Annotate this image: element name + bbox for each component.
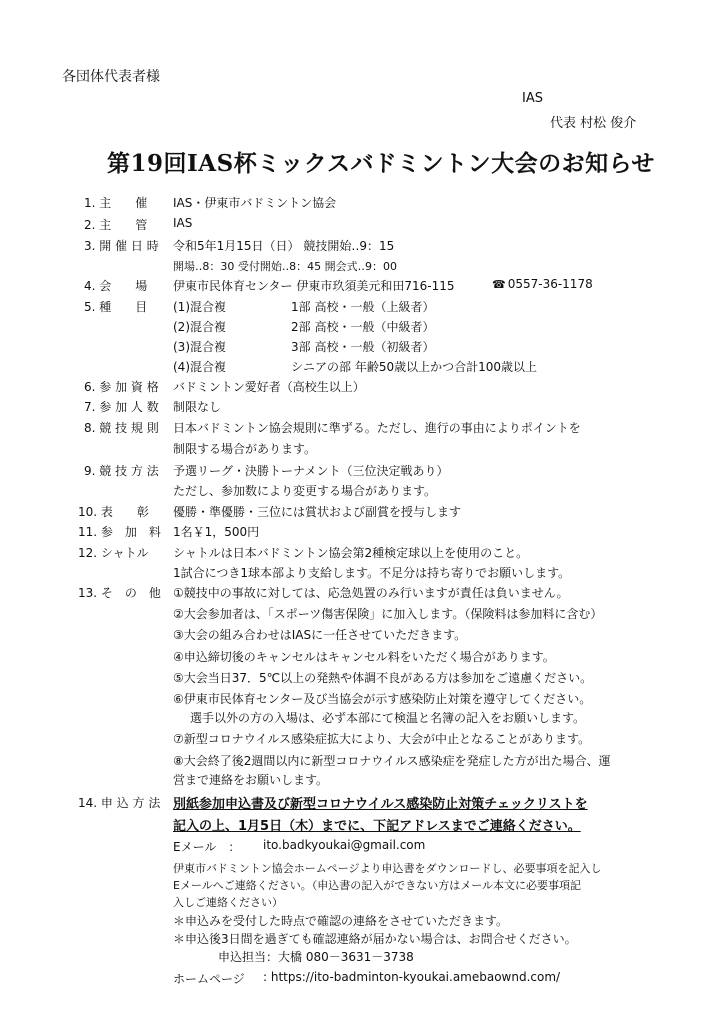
item-value-shuttle: シャトルは日本バドミントン協会第2種検定球以上を使用のこと。 <box>173 546 529 560</box>
item-label-other: 13. そ の 他 <box>78 586 161 600</box>
phone-icon: ☎ <box>492 278 506 291</box>
note-item: 営まで連絡をお願いします。 <box>173 773 329 787</box>
item-value-organizer: IAS・伊東市バドミントン協会 <box>173 196 337 210</box>
item-label-application: 14. 申 込 方 法 <box>78 796 161 810</box>
venue-phone <box>492 277 593 291</box>
note-item: ⑤大会当日37．5℃以上の発熱や体調不良がある方は参加をご遠慮ください。 <box>173 671 593 685</box>
page-title: 第19回IAS杯ミックスバドミントン大会のお知らせ <box>107 150 655 177</box>
item-value-eligibility: バドミントン愛好者（高校生以上） <box>173 380 365 394</box>
item-label-management: 2. 主 管 <box>84 218 148 232</box>
event-division: 1部 高校・一般（上級者） <box>291 300 435 314</box>
note-item: ⑥伊東市民体育センター及び当協会が示す感染防止対策を遵守してください。 <box>173 692 592 706</box>
application-instruction: 別紙参加申込書及び新型コロナウイルス感染防止対策チェックリストを <box>173 797 588 812</box>
item-value-awards: 優勝・準優勝・三位には賞状および副賞を授与します <box>173 505 462 519</box>
application-note: ＊申込後3日間を過ぎても確認連絡が届かない場合は、お問合せください。 <box>173 932 577 946</box>
item-value-format: 予選リーグ・決勝トーナメント（三位決定戦あり） <box>173 464 449 478</box>
item-value-shuttle-cont: 1試合につき1球本部より支給します。不足分は持ち寄りでお願いします。 <box>173 566 571 580</box>
application-contact: 申込担当：大橋 080－3631－3738 <box>218 950 414 964</box>
note-item: ②大会参加者は、「スポーツ傷害保険」に加入します。（保険料は参加料に含む） <box>173 607 603 621</box>
addressee: 各団体代表者様 <box>62 69 160 85</box>
item-label-events: 5. 種 目 <box>84 300 148 314</box>
application-text: 入しご連絡ください） <box>173 896 283 909</box>
item-label-awards: 10. 表 彰 <box>78 505 149 519</box>
event-division: 2部 高校・一般（中級者） <box>291 320 435 334</box>
item-label-fee: 11. 参 加 料 <box>78 525 161 539</box>
item-label-organizer: 1. 主 催 <box>84 196 148 210</box>
application-text: Eメールへご連絡ください。（申込書の記入ができない方はメール本文に必要事項記 <box>173 879 582 892</box>
note-item: ③大会の組み合わせはIASに一任させていただきます。 <box>173 628 467 642</box>
item-value-fee: 1名￥1，500円 <box>173 525 260 539</box>
homepage-label: ホームページ <box>173 972 245 986</box>
event-name: (2)混合複 <box>173 320 226 334</box>
item-label-format: 9. 競 技 方 法 <box>84 464 159 478</box>
item-value-rules-cont: 制限する場合があります。 <box>173 442 317 456</box>
item-value-participants: 制限なし <box>173 400 222 414</box>
organization-name: IAS <box>522 91 543 106</box>
note-item: 選手以外の方の入場は、必ず本部にて検温と名簿の記入をお願いします。 <box>190 711 586 725</box>
item-label-participants: 7. 参 加 人 数 <box>84 400 159 414</box>
item-value-rules: 日本バドミントン協会規則に準ずる。ただし、進行の事由によりポイントを <box>173 421 581 435</box>
item-label-rules: 8. 競 技 規 則 <box>84 421 159 435</box>
item-label-venue: 4. 会 場 <box>84 279 148 293</box>
representative-name: 代表 村松 俊介 <box>550 116 637 131</box>
event-name: (1)混合複 <box>173 300 226 314</box>
event-division: 3部 高校・一般（初級者） <box>291 340 435 354</box>
application-text: 伊東市バドミントン協会ホームページより申込書をダウンロードし、必要事項を記入し <box>173 862 602 875</box>
item-label-eligibility: 6. 参 加 資 格 <box>84 380 159 394</box>
note-item: ⑦新型コロナウイルス感染症拡大により、大会が中止となることがあります。 <box>173 732 591 746</box>
item-value-datetime-sub: 開場‥8：30 受付開始‥8：45 開会式‥9：00 <box>173 260 398 273</box>
venue-phone-number: 0557-36-1178 <box>507 277 593 291</box>
email-label: Eメール ： <box>173 840 241 854</box>
email-address[interactable]: ito.badkyoukai@gmail.com <box>263 838 426 852</box>
event-name: (4)混合複 <box>173 360 226 374</box>
application-note: ＊申込みを受付した時点で確認の連絡をさせていただきます。 <box>173 914 509 928</box>
item-label-shuttle: 12. シャトル <box>78 546 149 560</box>
item-value-venue: 伊東市民体育センター 伊東市玖須美元和田716-115 <box>173 279 455 293</box>
item-label-datetime: 3. 開 催 日 時 <box>84 239 159 253</box>
note-item: ⑧大会終了後2週間以内に新型コロナウイルス感染症を発症した方が出た場合、運 <box>173 754 611 768</box>
item-value-datetime: 令和5年1月15日（日） 競技開始‥9：15 <box>173 239 395 253</box>
homepage-url[interactable]: : https://ito-badminton-kyoukai.amebaownd.com/ <box>263 970 561 984</box>
event-division: シニアの部 年齢50歳以上かつ合計100歳以上 <box>291 360 537 374</box>
item-value-format-cont: ただし、参加数により変更する場合があります。 <box>173 484 437 498</box>
application-deadline: 記入の上、1月5日（木）までに、下記アドレスまでご連絡ください。 <box>173 819 581 834</box>
event-name: (3)混合複 <box>173 340 226 354</box>
item-value-management: IAS <box>173 216 193 230</box>
note-item: ①競技中の事故に対しては、応急処置のみ行いますが責任は負いません。 <box>173 586 569 600</box>
note-item: ④申込締切後のキャンセルはキャンセル料をいただく場合があります。 <box>173 650 555 664</box>
